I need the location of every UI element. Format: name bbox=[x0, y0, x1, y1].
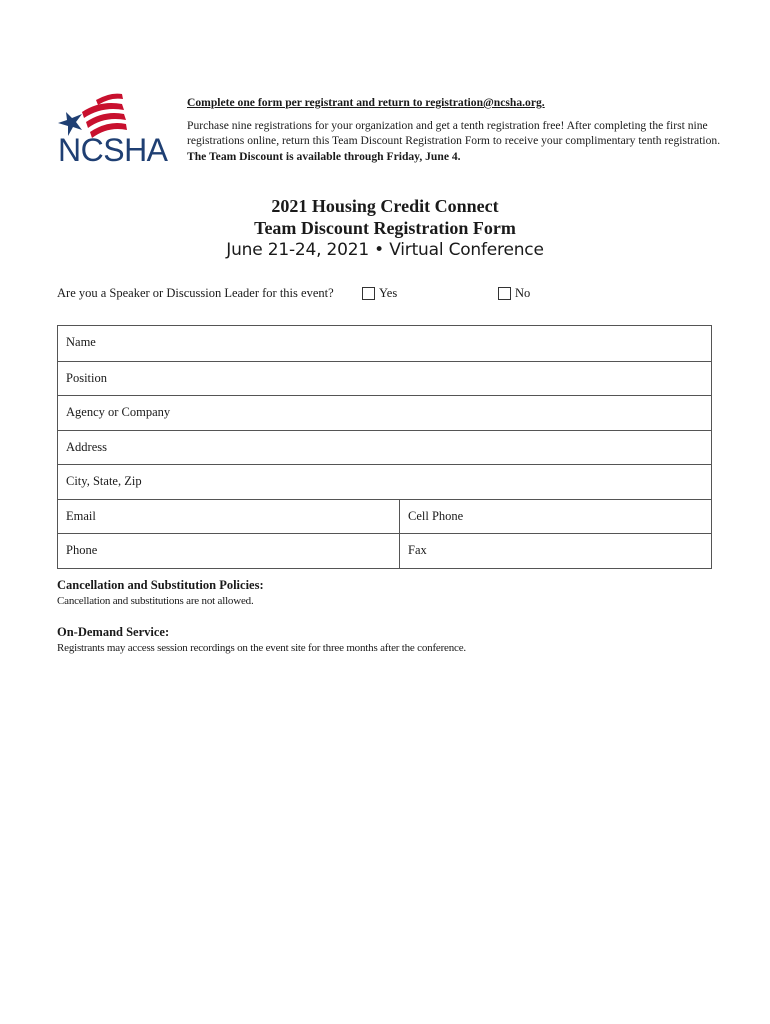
fax-field[interactable]: Fax bbox=[408, 543, 427, 557]
agency-field[interactable]: Agency or Company bbox=[66, 405, 171, 419]
speaker-yes-option[interactable] bbox=[362, 286, 397, 301]
city-row bbox=[58, 464, 711, 499]
deadline-text: The Team Discount is available through Friday, June 4. bbox=[187, 149, 461, 163]
ncsha-logo bbox=[52, 92, 172, 170]
cancellation-policy bbox=[57, 578, 264, 607]
on-demand-heading: On-Demand Service: bbox=[57, 625, 170, 639]
intro-body: Purchase nine registrations for your organization and get a tenth registration free! After completing the first nine registrations online, return this Team Discount Registration Form to receive your complimentary tenth registration. bbox=[187, 118, 721, 147]
no-label: No bbox=[515, 286, 531, 300]
logo-wordmark: NCSHA bbox=[58, 132, 168, 168]
cancellation-heading: Cancellation and Substitution Policies: bbox=[57, 578, 264, 592]
address-field[interactable]: Address bbox=[66, 439, 107, 454]
intro-paragraph bbox=[187, 118, 727, 165]
speaker-no-option[interactable] bbox=[498, 286, 530, 301]
phone-row bbox=[58, 533, 711, 568]
position-field[interactable]: Position bbox=[66, 370, 107, 385]
yes-label: Yes bbox=[379, 286, 398, 300]
address-row bbox=[58, 430, 711, 465]
registrant-form bbox=[57, 325, 712, 569]
no-checkbox[interactable] bbox=[498, 287, 511, 300]
cancellation-body: Cancellation and substitutions are not allowed. bbox=[57, 595, 254, 607]
email-row bbox=[58, 499, 711, 534]
phone-field[interactable]: Phone bbox=[58, 534, 400, 568]
on-demand-body: Registrants may access session recordings on the event site for three months after the conference. bbox=[57, 642, 466, 654]
return-instruction: Complete one form per registrant and return to registration@ncsha.org. bbox=[187, 96, 545, 109]
event-title: 2021 Housing Credit Connect bbox=[271, 196, 499, 216]
event-dates: June 21-24, 2021 • Virtual Conference bbox=[226, 240, 544, 260]
yes-checkbox[interactable] bbox=[362, 287, 375, 300]
name-row bbox=[58, 326, 711, 361]
on-demand-policy bbox=[57, 625, 466, 654]
cell-phone-field[interactable]: Cell Phone bbox=[408, 508, 464, 523]
speaker-question: Are you a Speaker or Discussion Leader for this event? bbox=[57, 286, 334, 300]
position-row bbox=[58, 361, 711, 396]
form-title: Team Discount Registration Form bbox=[254, 218, 516, 238]
city-state-zip-field[interactable]: City, State, Zip bbox=[66, 474, 142, 488]
intro-section bbox=[187, 95, 727, 164]
name-field[interactable]: Name bbox=[66, 335, 96, 349]
email-field[interactable]: Email bbox=[58, 500, 400, 534]
agency-row bbox=[58, 395, 711, 430]
